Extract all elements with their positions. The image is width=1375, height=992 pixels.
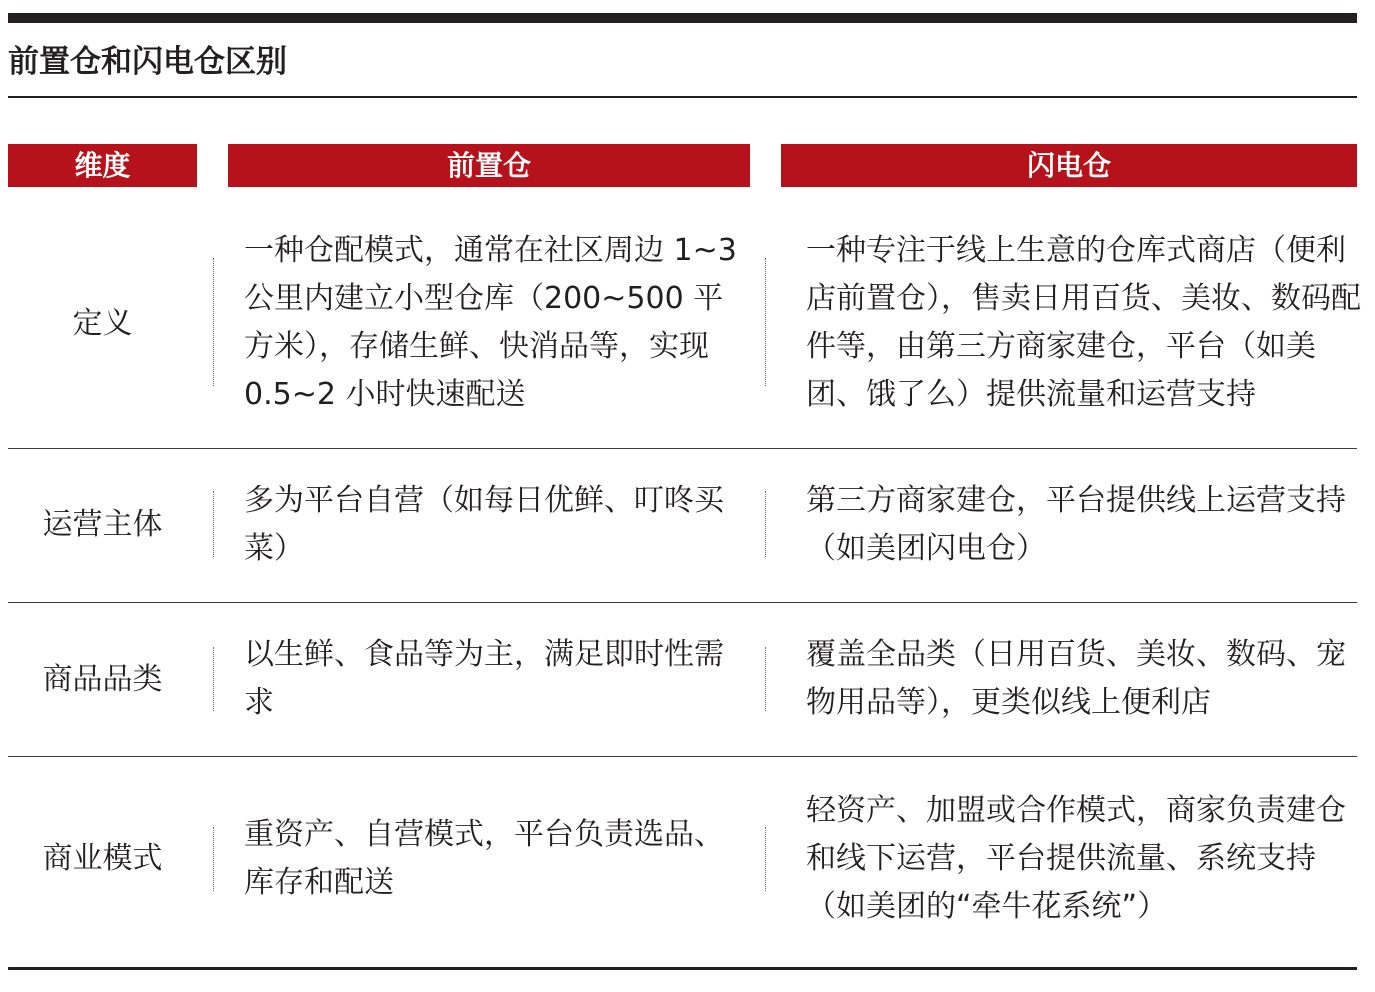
column-separator (213, 827, 214, 891)
front-warehouse-cell: 多为平台自营（如每日优鲜、叮咚买菜） (244, 483, 724, 566)
row-dimension-label: 商品品类 (42, 662, 163, 697)
header-dimension: 维度 (8, 144, 197, 187)
table-row-business-model (8, 757, 1357, 962)
column-separator (765, 258, 766, 386)
front-warehouse-cell: 重资产、自营模式，平台负责选品、库存和配送 (244, 817, 724, 900)
row-dimension-label: 运营主体 (42, 507, 163, 542)
front-warehouse-cell: 以生鲜、食品等为主，满足即时性需求 (244, 637, 724, 720)
column-separator (765, 647, 766, 711)
top-rule (8, 13, 1357, 23)
table-row-operator (8, 449, 1357, 602)
column-separator (213, 258, 214, 386)
column-separator (765, 491, 766, 557)
column-separator (213, 647, 214, 711)
title-rule (8, 96, 1357, 98)
flash-warehouse-cell: 轻资产、加盟或合作模式，商家负责建仓和线下运营，平台提供流量、系统支持（如美团的“牵牛花系统”） (806, 793, 1346, 924)
table-row-definition (8, 210, 1361, 448)
row-dimension-label: 定义 (72, 306, 133, 341)
header-flash-warehouse: 闪电仓 (781, 144, 1357, 187)
column-separator (765, 827, 766, 891)
flash-warehouse-cell: 一种专注于线上生意的仓库式商店（便利店前置仓），售卖日用百货、美妆、数码配件等，由第三方商家建仓，平台（如美团、饿了么）提供流量和运营支持 (806, 233, 1361, 412)
flash-warehouse-cell: 覆盖全品类（日用百货、美妆、数码、宠物用品等），更类似线上便利店 (806, 637, 1346, 720)
header-front-warehouse: 前置仓 (228, 144, 750, 187)
flash-warehouse-cell: 第三方商家建仓，平台提供线上运营支持（如美团闪电仓） (806, 483, 1346, 566)
page-title: 前置仓和闪电仓区别 (8, 44, 287, 80)
table-row-category (8, 603, 1357, 756)
bottom-rule (8, 967, 1357, 970)
front-warehouse-cell: 一种仓配模式，通常在社区周边 1~3 公里内建立小型仓库（200~500 平方米），存储生鲜、快消品等，实现 0.5~2 小时快速配送 (244, 233, 737, 412)
column-separator (213, 491, 214, 557)
row-dimension-label: 商业模式 (42, 841, 163, 876)
